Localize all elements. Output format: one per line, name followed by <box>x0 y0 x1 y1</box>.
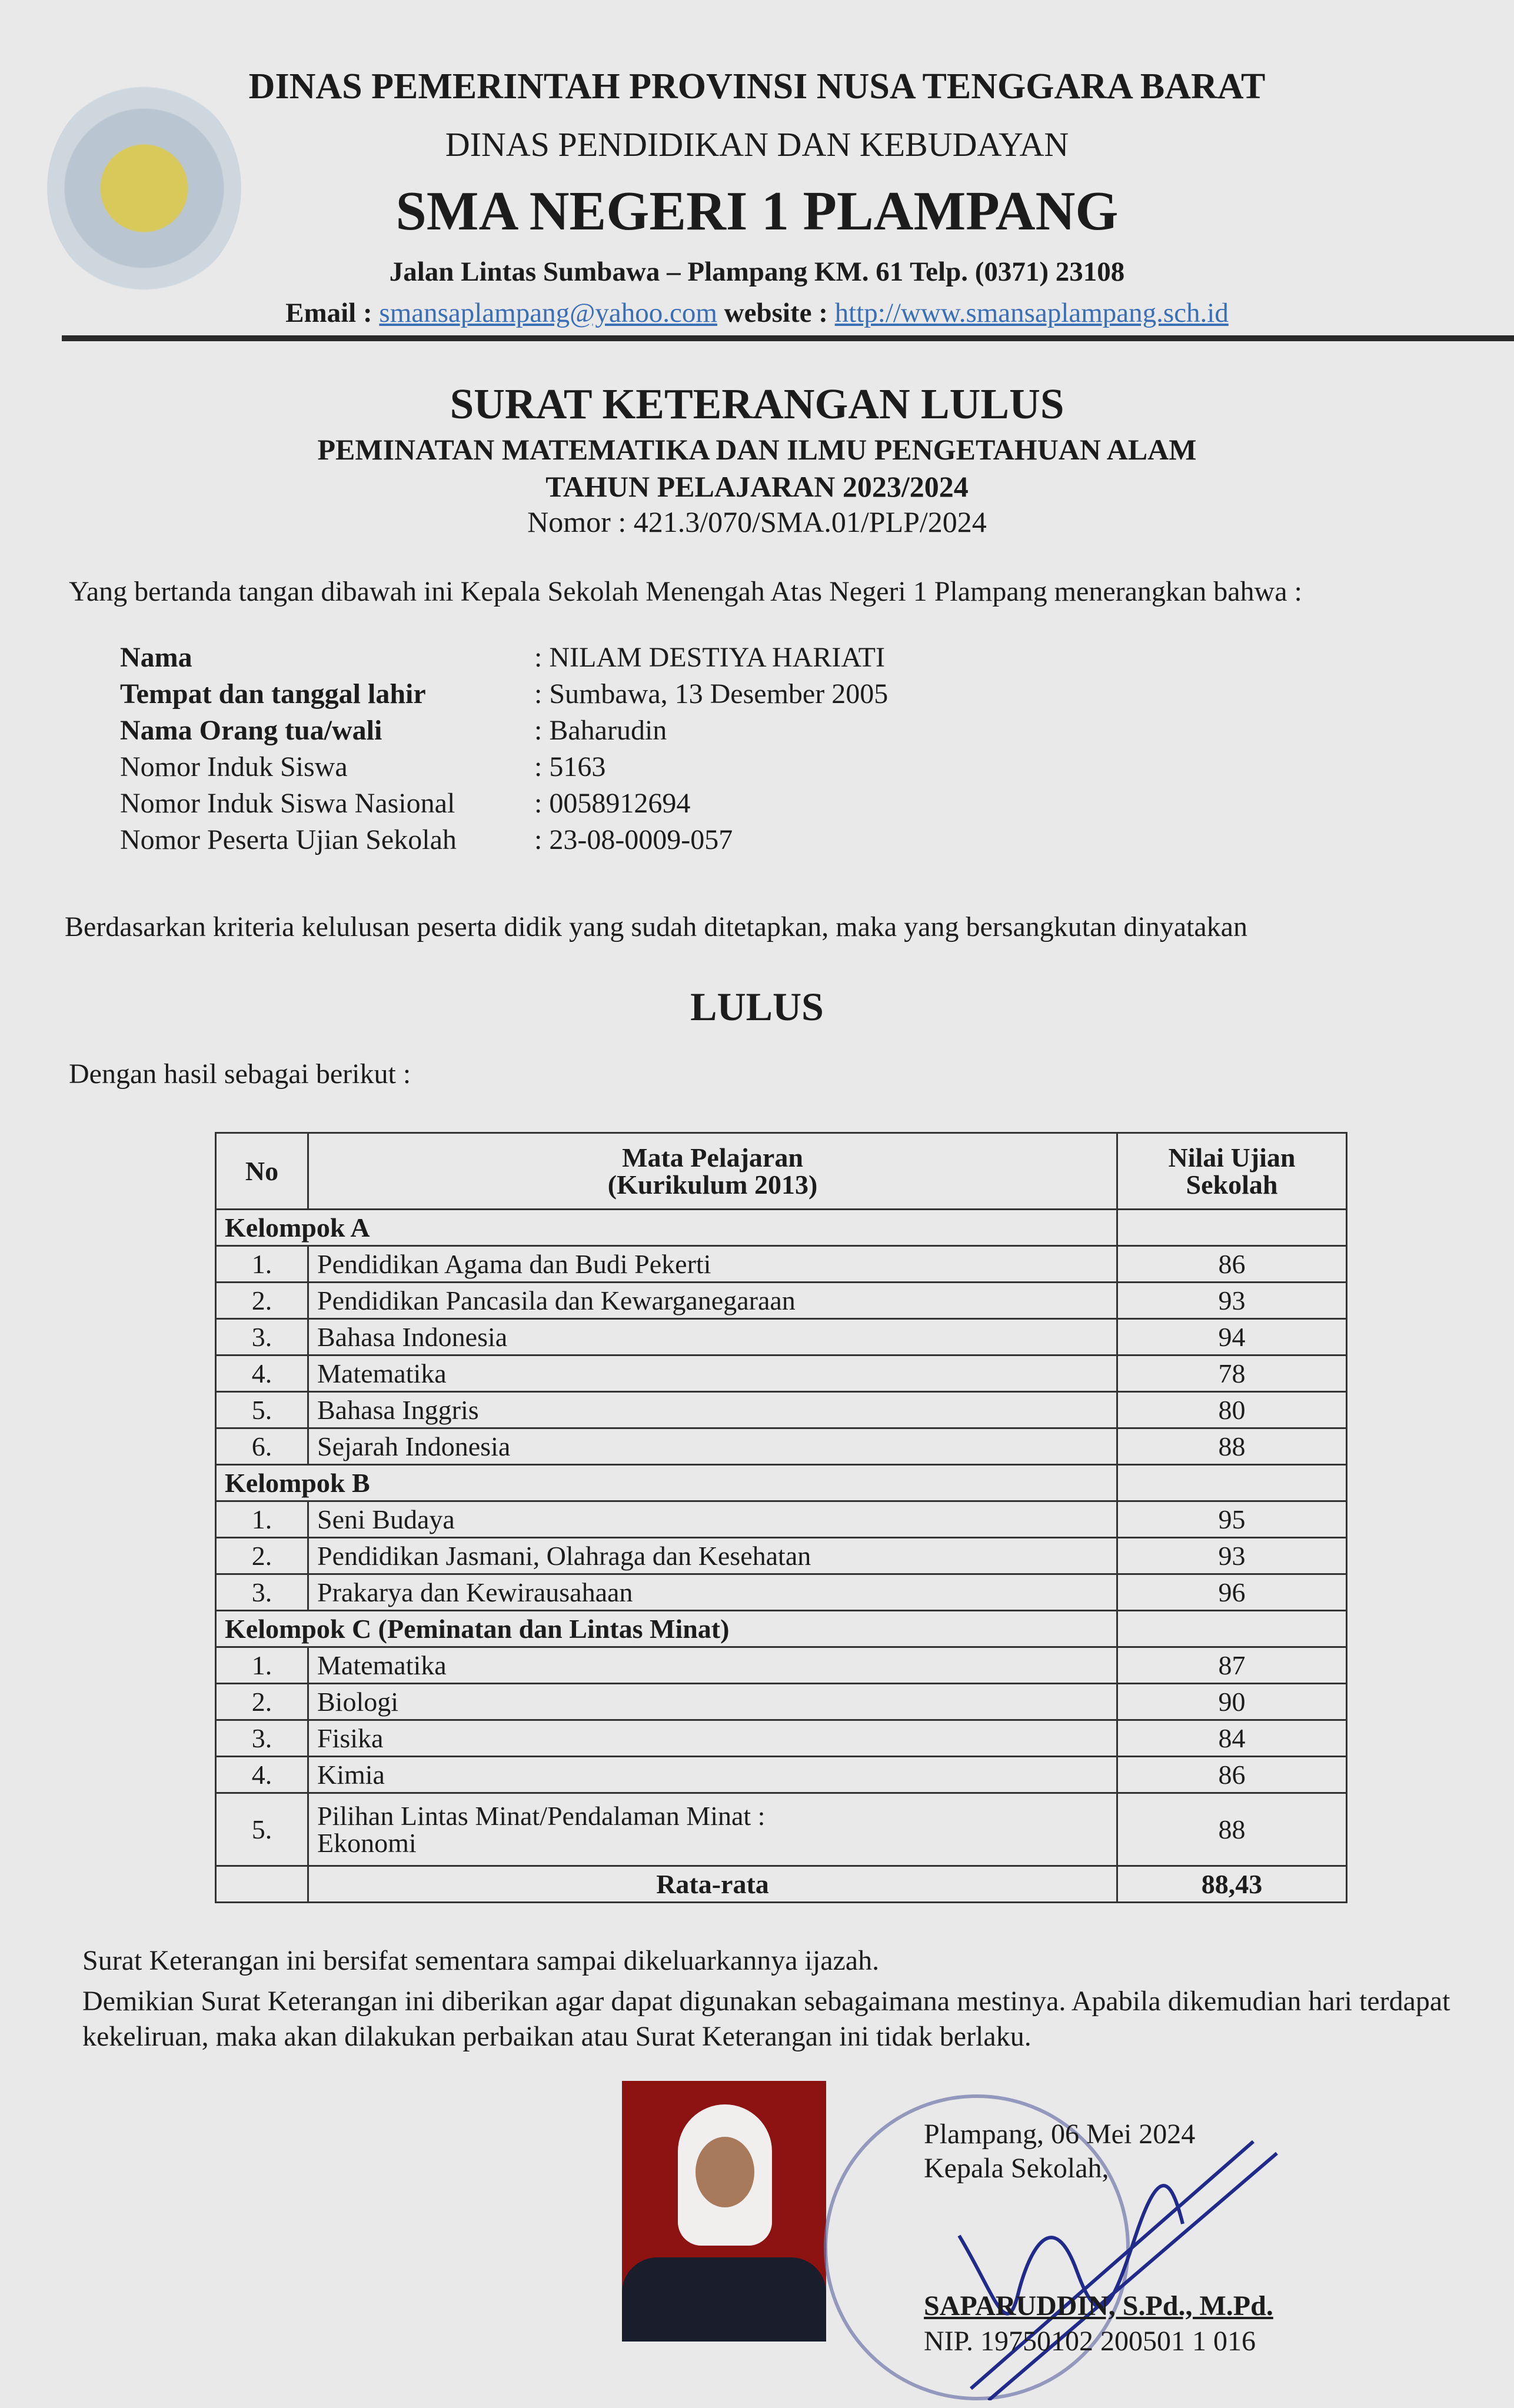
results-intro: Dengan hasil sebagai berikut : <box>69 1058 411 1090</box>
subject-name: Fisika <box>308 1720 1117 1757</box>
group-row <box>216 1465 1347 1501</box>
score: 95 <box>1117 1501 1347 1538</box>
subject-name: Bahasa Inggris <box>308 1392 1117 1428</box>
website-link[interactable]: http://www.smansaplampang.sch.id <box>834 298 1229 328</box>
note-temporary: Surat Keterangan ini bersifat sementara sampai dikeluarkannya ijazah. <box>82 1945 880 1976</box>
table-row <box>216 1428 1347 1465</box>
table-row <box>216 1246 1347 1283</box>
document-subtitle: PEMINATAN MATEMATIKA DAN ILMU PENGETAHUAN ALAM <box>317 433 1197 466</box>
table-row <box>216 1392 1347 1428</box>
row-number: 3. <box>216 1720 308 1757</box>
average-score: 88,43 <box>1117 1866 1347 1903</box>
average-label: Rata-rata <box>308 1866 1117 1903</box>
info-label: Nama Orang tua/wali <box>120 715 382 746</box>
score: 86 <box>1117 1757 1347 1793</box>
subject-name: Seni Budaya <box>308 1501 1117 1538</box>
row-number: 2. <box>216 1283 308 1319</box>
signature-mark <box>900 2118 1312 2400</box>
row-number: 4. <box>216 1757 308 1793</box>
info-label: Nomor Induk Siswa Nasional <box>120 788 455 819</box>
row-number: 2. <box>216 1538 308 1574</box>
row-number: 1. <box>216 1501 308 1538</box>
score: 93 <box>1117 1283 1347 1319</box>
info-label: Nomor Induk Siswa <box>120 751 348 782</box>
info-label: Nama <box>120 642 192 673</box>
signatory-name: SAPARUDDIN, S.Pd., M.Pd. <box>924 2290 1273 2322</box>
subject-name: Matematika <box>308 1355 1117 1392</box>
score: 88 <box>1117 1428 1347 1465</box>
info-value: : 5163 <box>534 751 606 782</box>
intro-text: Yang bertanda tangan dibawah ini Kepala Sekolah Menengah Atas Negeri 1 Plampang menerangkan bahwa : <box>69 576 1302 607</box>
group-row <box>216 1210 1347 1246</box>
website-label: website : <box>724 298 828 328</box>
score: 94 <box>1117 1319 1347 1355</box>
average-row <box>216 1866 1347 1903</box>
group-name: Kelompok A <box>216 1210 1117 1246</box>
subject-name: Bahasa Indonesia <box>308 1319 1117 1355</box>
group-name: Kelompok C (Peminatan dan Lintas Minat) <box>216 1611 1117 1647</box>
subject-name: Pilihan Lintas Minat/Pendalaman Minat : Ekonomi <box>308 1793 1117 1866</box>
info-label: Nomor Peserta Ujian Sekolah <box>120 824 457 855</box>
document-title: SURAT KETERANGAN LULUS <box>450 380 1064 428</box>
result-status: LULUS <box>690 984 824 1029</box>
subject-name: Prakarya dan Kewirausahaan <box>308 1574 1117 1611</box>
table-row <box>216 1574 1347 1611</box>
score: 87 <box>1117 1647 1347 1684</box>
info-label: Tempat dan tanggal lahir <box>120 678 426 710</box>
table-row <box>216 1647 1347 1684</box>
signature-place-date: Plampang, 06 Mei 2024 <box>924 2119 1196 2150</box>
score: 93 <box>1117 1538 1347 1574</box>
school-address: Jalan Lintas Sumbawa – Plampang KM. 61 Telp. (0371) 23108 <box>389 257 1125 287</box>
subject-name: Matematika <box>308 1647 1117 1684</box>
grades-table <box>215 1132 1347 1903</box>
criteria-text: Berdasarkan kriteria kelulusan peserta didik yang sudah ditetapkan, maka yang bersangkutan dinyatakan <box>65 911 1247 942</box>
info-value: : 0058912694 <box>534 788 691 819</box>
student-photo <box>622 2081 826 2342</box>
info-value: : Sumbawa, 13 Desember 2005 <box>534 678 889 710</box>
info-value: : NILAM DESTIYA HARIATI <box>534 642 885 673</box>
signature-position: Kepala Sekolah, <box>924 2153 1109 2184</box>
table-row <box>216 1538 1347 1574</box>
table-row <box>216 1355 1347 1392</box>
table-row <box>216 1793 1347 1866</box>
table-row <box>216 1501 1347 1538</box>
row-number: 1. <box>216 1647 308 1684</box>
table-row <box>216 1684 1347 1720</box>
score: 86 <box>1117 1246 1347 1283</box>
signatory-nip: NIP. 19750102 200501 1 016 <box>924 2326 1256 2357</box>
header-rule <box>62 335 1514 341</box>
note-validity: Demikian Surat Keterangan ini diberikan agar dapat digunakan sebagaimana mestinya. Apabila dikemudian hari terdapat kekeliruan, maka akan dilakukan perbaikan atau Surat Keterangan ini tidak berlaku. <box>82 1986 1450 2052</box>
subject-name: Biologi <box>308 1684 1117 1720</box>
contact-line <box>0 297 1514 329</box>
table-row <box>216 1720 1347 1757</box>
subject-name: Pendidikan Jasmani, Olahraga dan Kesehatan <box>308 1538 1117 1574</box>
info-value: : 23-08-0009-057 <box>534 824 733 855</box>
school-name: SMA NEGERI 1 PLAMPANG <box>395 181 1119 242</box>
row-number: 5. <box>216 1793 308 1866</box>
row-number: 5. <box>216 1392 308 1428</box>
subject-name: Pendidikan Pancasila dan Kewarganegaraan <box>308 1283 1117 1319</box>
score: 90 <box>1117 1684 1347 1720</box>
email-label: Email : <box>285 298 372 328</box>
table-row <box>216 1283 1347 1319</box>
score: 80 <box>1117 1392 1347 1428</box>
header-line1: DINAS PEMERINTAH PROVINSI NUSA TENGGARA BARAT <box>248 66 1266 106</box>
score: 96 <box>1117 1574 1347 1611</box>
col-subject: Mata Pelajaran (Kurikulum 2013) <box>308 1133 1117 1210</box>
table-row <box>216 1757 1347 1793</box>
row-number: 2. <box>216 1684 308 1720</box>
row-number: 1. <box>216 1246 308 1283</box>
email-link[interactable]: smansaplampang@yahoo.com <box>379 298 717 328</box>
group-name: Kelompok B <box>216 1465 1117 1501</box>
subject-name: Sejarah Indonesia <box>308 1428 1117 1465</box>
row-number: 3. <box>216 1574 308 1611</box>
col-no: No <box>216 1133 308 1210</box>
subject-name: Pendidikan Agama dan Budi Pekerti <box>308 1246 1117 1283</box>
group-row <box>216 1611 1347 1647</box>
table-row <box>216 1319 1347 1355</box>
info-value: : Baharudin <box>534 715 667 746</box>
row-number: 4. <box>216 1355 308 1392</box>
academic-year: TAHUN PELAJARAN 2023/2024 <box>545 470 969 503</box>
subject-name: Kimia <box>308 1757 1117 1793</box>
col-score: Nilai Ujian Sekolah <box>1117 1133 1347 1210</box>
row-number: 6. <box>216 1428 308 1465</box>
row-number: 3. <box>216 1319 308 1355</box>
score: 88 <box>1117 1793 1347 1866</box>
document-number: Nomor : 421.3/070/SMA.01/PLP/2024 <box>527 505 987 538</box>
score: 78 <box>1117 1355 1347 1392</box>
score: 84 <box>1117 1720 1347 1757</box>
header-line2: DINAS PENDIDIKAN DAN KEBUDAYAN <box>445 125 1069 164</box>
